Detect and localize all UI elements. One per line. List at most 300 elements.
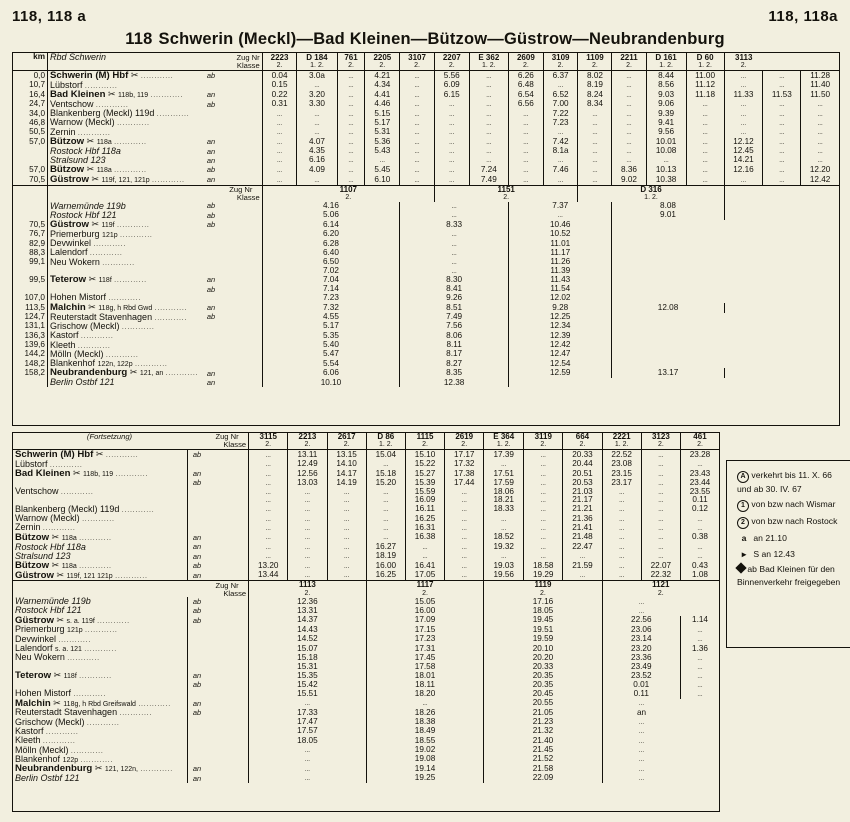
time-cell: 14.52 (249, 635, 367, 644)
km-value: 70,5 (29, 219, 45, 229)
station-name: Warnow (Meckl) (15, 513, 80, 524)
arr-dep-marker: an (206, 302, 216, 312)
time-cell: ... (801, 118, 839, 127)
station-name: Grischow (Meckl) (50, 320, 120, 331)
time-cell: 8.06 (400, 331, 509, 340)
legend-box (726, 460, 850, 648)
train-class: 2. (262, 194, 434, 202)
time-cell: ... (288, 543, 327, 552)
sub-header-row (13, 581, 719, 590)
station-name: Malchin (50, 301, 86, 313)
time-cell: 6.15 (434, 90, 469, 100)
time-cell: 7.04 (262, 275, 399, 285)
symbol-1-icon: 1 (737, 500, 749, 512)
station-name: Reuterstadt Stavenhagen (50, 311, 153, 322)
time-cell: 13.11 (288, 449, 327, 459)
time-cell: ... (680, 635, 719, 644)
station-name: Lalendorf (50, 247, 88, 258)
time-cell: 23.43 (680, 469, 719, 479)
time-cell: ... (262, 175, 297, 185)
restaurant-icon: ✂ (72, 467, 81, 478)
km-value: 158,2 (24, 368, 45, 378)
time-cell: ... (249, 460, 288, 469)
time-cell: ... (445, 496, 484, 504)
time-cell: ... (400, 258, 509, 267)
time-cell: ... (524, 479, 563, 487)
station-name: Güstrow (50, 218, 89, 230)
time-cell: ... (297, 118, 337, 127)
time-cell: 22.09 (484, 774, 602, 783)
time-cell: ... (400, 81, 435, 90)
time-cell: 12.42 (801, 175, 839, 185)
time-cell: ... (763, 81, 801, 90)
time-cell: ... (801, 156, 839, 165)
time-cell: ... (400, 248, 509, 257)
time-cell: 13.15 (327, 449, 366, 459)
time-cell: 19.02 (366, 746, 484, 755)
table-row (13, 156, 839, 165)
train-number: 2617 (327, 433, 366, 441)
time-cell: ... (641, 460, 680, 469)
time-cell: 18.49 (366, 727, 484, 736)
time-cell: 22.32 (641, 571, 680, 581)
station-name: Berlin Ostbf 121 (50, 377, 115, 388)
time-cell: 17.44 (445, 479, 484, 487)
arr-dep-marker: an (188, 552, 207, 561)
time-cell: 22.52 (602, 449, 641, 459)
leader-dots: ............ (150, 92, 184, 99)
time-cell: ... (262, 156, 297, 165)
restaurant-icon: ✂ (107, 89, 116, 99)
time-cell: ... (434, 128, 469, 137)
time-cell: 11.50 (801, 90, 839, 100)
km-value: 24,7 (29, 99, 45, 109)
time-cell: 7.00 (543, 100, 578, 109)
time-cell: 7.24 (469, 165, 508, 175)
train-number: E 362 (469, 53, 508, 62)
time-cell: 12.08 (612, 303, 724, 313)
arr-dep-marker: ab (188, 681, 207, 689)
time-cell: 11.18 (686, 90, 724, 100)
table-row (13, 606, 719, 615)
arr-dep-marker: an (188, 469, 207, 479)
station-name: Rostock Hbf 121 (15, 605, 82, 616)
table-row (13, 90, 839, 100)
time-cell: 5.06 (262, 211, 399, 220)
station-name: Mölln (Meckl) (15, 744, 69, 755)
time-cell: 20.45 (484, 689, 602, 698)
legend-item (737, 563, 847, 588)
train-number: 2207 (434, 53, 469, 62)
time-cell: ... (297, 128, 337, 137)
station-name: Devwinkel (15, 633, 57, 644)
time-cell: 6.52 (543, 90, 578, 100)
time-cell: 13.17 (612, 368, 724, 378)
time-cell: ... (484, 514, 524, 523)
km-value (13, 156, 48, 165)
class-row (13, 590, 719, 598)
station-name: Grischow (Meckl) (15, 716, 85, 727)
time-cell: ... (524, 514, 563, 523)
time-cell: ... (680, 689, 719, 698)
table-row (13, 774, 719, 783)
arr-dep-marker: an (188, 764, 207, 774)
table-row (13, 267, 839, 275)
time-cell: 7.02 (262, 267, 399, 275)
time-cell: 23.55 (680, 487, 719, 496)
train-class: 2. (327, 441, 366, 449)
time-cell: ... (578, 175, 612, 185)
train-number: 1119 (484, 581, 602, 590)
train-number: 2211 (612, 53, 646, 62)
time-cell: 1.08 (680, 571, 719, 581)
train-class: 2. (543, 62, 578, 70)
time-cell: ... (602, 552, 641, 561)
time-cell: ... (612, 128, 646, 137)
time-cell: ... (249, 449, 288, 459)
time-cell: 19.08 (366, 755, 484, 764)
time-cell: 16.38 (405, 533, 444, 543)
time-cell: 7.14 (262, 285, 399, 293)
station-note: 118b, 119 (118, 92, 149, 99)
arr-dep-marker (202, 118, 220, 127)
time-cell: 6.48 (509, 81, 544, 90)
leader-dots: ............ (114, 167, 147, 175)
train-class: 2. (249, 590, 367, 598)
time-cell: ... (602, 561, 641, 571)
table-row (13, 230, 839, 239)
time-cell: ... (641, 449, 680, 459)
time-cell: ... (763, 118, 801, 127)
timetable-block-evening (12, 432, 720, 812)
train-class: 2. (288, 441, 327, 449)
time-cell: 19.51 (484, 625, 602, 634)
time-cell: ... (602, 774, 680, 783)
time-cell: 20.33 (563, 449, 602, 459)
time-cell: 6.26 (509, 70, 544, 80)
time-cell: 21.21 (563, 505, 602, 514)
time-cell: ... (400, 109, 435, 118)
restaurant-icon: ✂ (53, 697, 61, 708)
time-cell: 7.23 (262, 293, 399, 302)
time-cell: ... (686, 175, 724, 185)
station-name: Blankenhof (50, 358, 96, 369)
time-cell: 8.08 (612, 202, 724, 211)
leader-dots: ............ (115, 470, 149, 478)
table-row (13, 552, 719, 561)
time-cell: 4.55 (262, 313, 399, 322)
time-cell: 11.53 (763, 90, 801, 100)
arr-dep-marker (188, 514, 207, 523)
time-cell: ... (763, 175, 801, 185)
time-cell: 5.56 (434, 70, 469, 80)
table-row (13, 341, 839, 350)
train-class: 1. 2. (484, 441, 524, 449)
time-cell: 23.20 (602, 644, 680, 653)
time-cell: ... (445, 571, 484, 581)
time-cell: 18.38 (366, 718, 484, 727)
leader-dots: ............ (50, 461, 83, 469)
legend-item (737, 548, 847, 560)
time-cell: 18.05 (484, 606, 602, 615)
time-cell: ... (288, 487, 327, 496)
station-note: 119f (101, 221, 115, 229)
time-cell: 5.47 (262, 350, 399, 359)
time-cell: 19.45 (484, 616, 602, 626)
fortsetzung-label: (Fortsetzung) (86, 432, 133, 442)
time-cell: 17.51 (484, 469, 524, 479)
station-note: 118b, 119 (83, 470, 114, 478)
time-cell: 0.11 (602, 689, 680, 698)
table-row (13, 644, 719, 653)
arr-dep-marker (202, 322, 220, 331)
leader-dots: ............ (114, 139, 147, 147)
leader-dots: ............ (67, 655, 101, 663)
time-cell: ... (602, 764, 680, 774)
time-cell: 7.49 (469, 175, 508, 185)
time-cell: ... (327, 487, 366, 496)
station-cell (13, 571, 188, 581)
train-class: 1. 2. (366, 441, 405, 449)
station-name: Rostock Hbf 118a (50, 145, 121, 156)
station-note: 118a (96, 167, 112, 175)
time-cell: 9.39 (646, 109, 686, 118)
time-cell: ... (249, 746, 367, 755)
station-name: Ventschow (15, 486, 59, 497)
station-cell (13, 653, 188, 662)
arr-dep-marker: ab (206, 165, 216, 175)
time-cell: ... (524, 505, 563, 514)
km-value: 76,7 (29, 229, 45, 239)
time-cell: ... (509, 147, 544, 156)
time-cell: 8.11 (400, 341, 509, 350)
time-cell: ... (641, 523, 680, 532)
time-cell: ... (434, 100, 469, 109)
km-value: 131,1 (24, 321, 45, 331)
arr-dep-marker: an (206, 90, 216, 100)
table-row (13, 597, 719, 606)
time-cell: ... (400, 147, 435, 156)
time-cell: ... (509, 109, 544, 118)
train-number: 3115 (249, 433, 288, 441)
time-cell: 6.20 (262, 230, 399, 239)
time-cell: 6.40 (262, 248, 399, 257)
time-cell: ... (288, 571, 327, 581)
time-cell: ... (801, 100, 839, 109)
time-cell: 19.29 (524, 571, 563, 581)
time-cell: 12.02 (509, 293, 612, 302)
time-cell: ... (686, 165, 724, 175)
time-cell: ... (262, 165, 297, 175)
legend-item (737, 532, 847, 544)
time-cell: ... (724, 100, 763, 109)
time-cell: 6.28 (262, 239, 399, 248)
station-name: Schwerin (M) Hbf (50, 69, 129, 81)
train-class: 1. 2. (686, 62, 724, 70)
time-cell: 7.42 (543, 137, 578, 147)
station-name: Reuterstadt Stavenhagen (15, 707, 118, 718)
time-cell: 21.41 (563, 523, 602, 532)
time-cell: ... (680, 460, 719, 469)
station-name: Teterow (15, 670, 52, 682)
arr-dep-marker (202, 230, 220, 239)
time-cell: 19.14 (366, 764, 484, 774)
table-row (13, 718, 719, 727)
legend-text: ab Bad Kleinen für den Binnenverkehr freigegeben (737, 564, 841, 587)
time-cell: ... (327, 533, 366, 543)
km-value: 99,5 (29, 275, 45, 285)
route-number: 118 (125, 30, 153, 48)
train-class: 1. 2. (297, 62, 337, 70)
table-row (13, 653, 719, 662)
arr-dep-marker (202, 109, 220, 118)
time-cell: ... (249, 505, 288, 514)
station-name: Kastorf (15, 725, 44, 736)
arr-dep-marker: ab (206, 71, 216, 81)
time-cell: 10.08 (646, 147, 686, 156)
time-cell: 6.56 (509, 100, 544, 109)
time-cell: 20.51 (563, 469, 602, 479)
legend-text: von bzw nach Wismar (751, 499, 836, 510)
leader-dots: ............ (43, 738, 76, 746)
arr-dep-marker: ab (188, 597, 207, 606)
arr-dep-marker: an (206, 275, 216, 285)
class-row (13, 441, 719, 449)
station-cell (48, 275, 203, 285)
time-cell: ... (509, 211, 612, 220)
time-cell: ... (400, 118, 435, 127)
time-cell: 18.52 (484, 533, 524, 543)
time-cell: 16.27 (366, 543, 405, 552)
time-cell: 6.09 (434, 81, 469, 90)
time-cell: 18.20 (366, 689, 484, 698)
time-cell: 23.36 (602, 653, 680, 662)
time-cell: 8.33 (400, 220, 509, 230)
table-row (13, 313, 839, 322)
leader-dots: ............ (81, 333, 114, 341)
time-cell: ... (400, 70, 435, 80)
arr-dep-marker: ab (188, 561, 207, 571)
table-row (13, 746, 719, 755)
arr-dep-marker (188, 663, 207, 671)
time-cell: 22.56 (602, 616, 680, 626)
table-row (13, 368, 839, 378)
time-cell: ... (484, 523, 524, 532)
table-row (13, 211, 839, 220)
time-cell: ... (434, 165, 469, 175)
train-number: 461 (680, 433, 719, 441)
time-cell: ... (405, 552, 444, 561)
time-cell: ... (724, 128, 763, 137)
time-cell: ... (724, 81, 763, 90)
header-right-pagenum: 118, 118a (768, 8, 838, 25)
table-row (13, 523, 719, 532)
time-cell: ... (543, 175, 578, 185)
time-cell: ... (469, 128, 508, 137)
time-cell: 17.31 (366, 644, 484, 653)
station-note: 118f (63, 673, 77, 681)
time-cell: 5.54 (262, 359, 399, 368)
time-cell: ... (509, 128, 544, 137)
time-cell: 5.45 (365, 165, 400, 175)
time-cell: ... (612, 156, 646, 165)
time-cell: 20.53 (563, 479, 602, 487)
station-name: Neubrandenburg (50, 367, 128, 379)
time-cell: 4.35 (297, 147, 337, 156)
time-cell: ... (249, 543, 288, 552)
train-class: 2. (612, 62, 646, 70)
station-name: Devwinkel (50, 238, 92, 249)
table-row (13, 165, 839, 175)
leader-dots: ............ (156, 111, 190, 119)
station-name: Rostock Hbf 118a (15, 541, 86, 552)
table-row (13, 378, 839, 387)
time-cell: ... (337, 147, 365, 156)
time-cell: 5.15 (365, 109, 400, 118)
time-cell: 4.34 (365, 81, 400, 90)
time-cell: 18.26 (366, 708, 484, 717)
table-row (13, 258, 839, 267)
time-cell: 15.18 (366, 469, 405, 479)
train-number: D 161 (646, 53, 686, 62)
time-cell: 15.04 (366, 449, 405, 459)
time-cell: ... (680, 671, 719, 681)
time-cell: ... (400, 175, 435, 185)
station-name: Neu Wokern (15, 652, 65, 663)
time-cell: 0.22 (262, 90, 297, 100)
leader-dots: ............ (165, 370, 199, 378)
time-cell: ... (602, 699, 680, 709)
time-cell: ... (578, 109, 612, 118)
station-name: Warnow (Meckl) (50, 117, 115, 128)
time-cell: 18.58 (524, 561, 563, 571)
time-cell: ... (524, 469, 563, 479)
time-cell: 9.06 (646, 100, 686, 109)
restaurant-icon: ✂ (51, 559, 60, 570)
table-row (13, 220, 839, 230)
train-number: D 316 (578, 185, 724, 194)
km-value: 57,0 (29, 164, 45, 174)
time-cell: 21.45 (484, 746, 602, 755)
arr-dep-marker: ab (206, 284, 216, 294)
sub-header-row (13, 185, 839, 194)
station-name: Lübstorf (15, 458, 48, 469)
time-cell: 14.21 (724, 156, 763, 165)
time-cell: 11.40 (801, 81, 839, 90)
time-cell: ... (680, 663, 719, 671)
time-cell: ... (578, 137, 612, 147)
time-cell: 20.20 (484, 653, 602, 662)
km-value: 50,5 (29, 127, 45, 137)
time-cell: 0.15 (262, 81, 297, 90)
time-cell: ... (602, 606, 680, 615)
time-cell: ... (366, 533, 405, 543)
time-cell: 11.17 (509, 248, 612, 257)
time-cell: 20.10 (484, 644, 602, 653)
time-cell: ... (602, 727, 680, 736)
arr-dep-marker (188, 727, 207, 736)
time-cell: ... (801, 109, 839, 118)
table-row (13, 487, 719, 496)
time-cell: ... (249, 523, 288, 532)
time-cell: ... (400, 156, 435, 165)
train-class: 2. (262, 62, 297, 70)
time-cell: ... (445, 523, 484, 532)
station-name: Zernin (15, 522, 41, 533)
time-cell: 17.38 (445, 469, 484, 479)
time-cell: ... (249, 469, 288, 479)
time-cell: ... (400, 90, 435, 100)
